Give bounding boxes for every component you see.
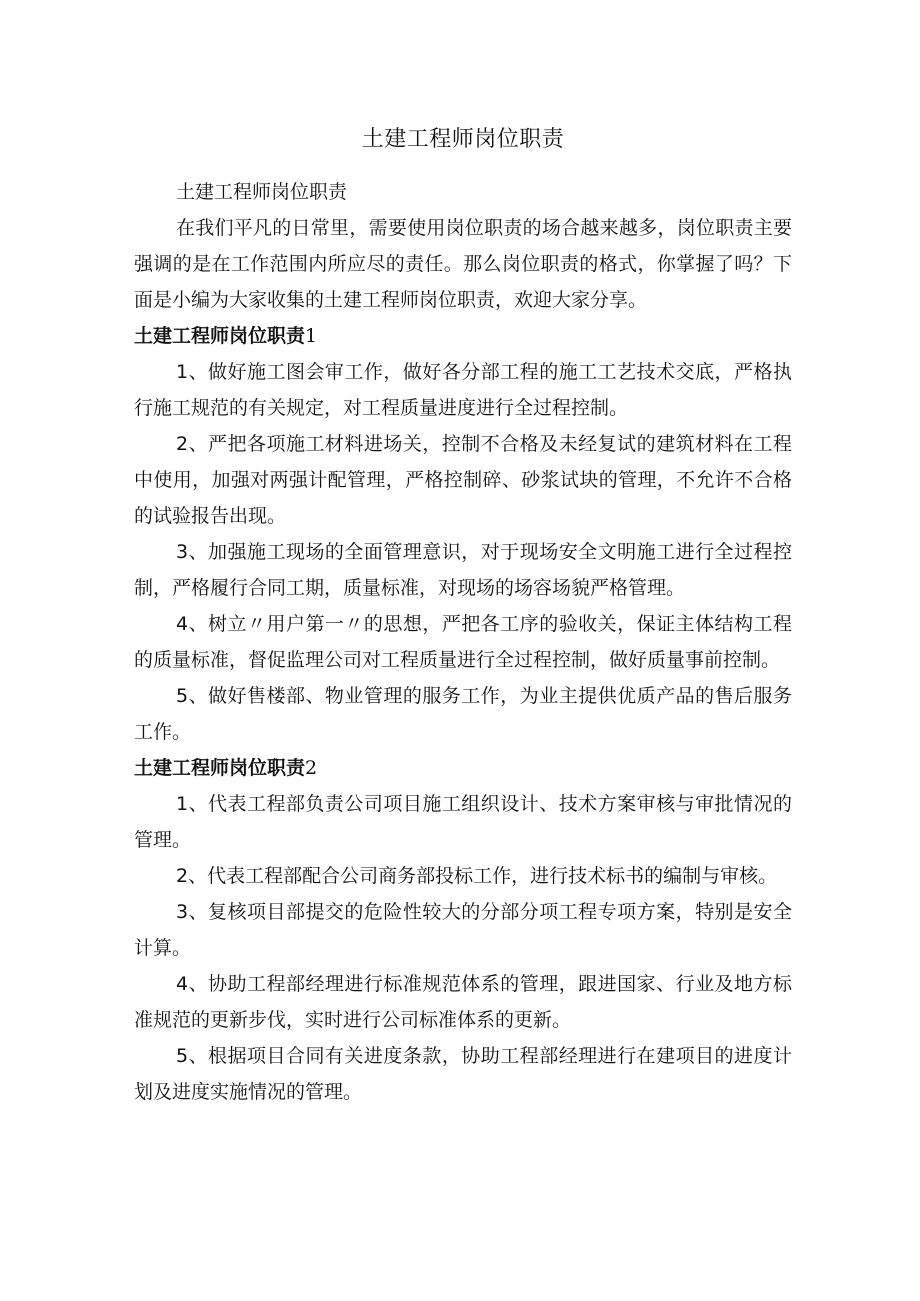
- document-subtitle: 土建工程师岗位职责: [176, 181, 348, 203]
- list-item: 2、代表工程部配合公司商务部投标工作，进行技术标书的编制与审核。: [176, 865, 778, 887]
- section-heading: [134, 750, 792, 786]
- section-heading-number: 2: [305, 757, 318, 779]
- list-item: 1、代表工程部负责公司项目施工组织设计、技术方案审核与审批情况的管理。: [134, 793, 792, 851]
- list-item: 2、严把各项施工材料进场关，控制不合格及未经复试的建筑材料在工程中使用，加强对两强计配管理，严格控制碎、砂浆试块的管理，不允许不合格的试验报告出现。: [134, 433, 792, 527]
- section-heading: [134, 318, 792, 354]
- section-1: [134, 318, 792, 750]
- section-heading-text: 土建工程师岗位职责: [134, 325, 306, 347]
- intro-paragraph: 在我们平凡的日常里，需要使用岗位职责的场合越来越多，岗位职责主要强调的是在工作范围内所应尽的责任。那么岗位职责的格式，你掌握了吗？下面是小编为大家收集的土建工程师岗位职责，欢迎大家分享。: [134, 217, 792, 311]
- document-title: 土建工程师岗位职责: [361, 127, 565, 152]
- list-item: 4、协助工程部经理进行标准规范体系的管理，跟进国家、行业及地方标准规范的更新步伐，实时进行公司标准体系的更新。: [134, 973, 792, 1031]
- section-2: [134, 750, 792, 1110]
- section-heading-number: 1: [305, 325, 318, 347]
- list-item: 4、树立〃用户第一〃的思想，严把各工序的验收关，保证主体结构工程的质量标准，督促监理公司对工程质量进行全过程控制，做好质量事前控制。: [134, 613, 792, 671]
- section-heading-text: 土建工程师岗位职责: [134, 757, 306, 779]
- list-item: 5、根据项目合同有关进度条款，协助工程部经理进行在建项目的进度计划及进度实施情况的管理。: [134, 1045, 792, 1103]
- list-item: 3、复核项目部提交的危险性较大的分部分项工程专项方案，特别是安全计算。: [134, 901, 792, 959]
- list-item: 3、加强施工现场的全面管理意识，对于现场安全文明施工进行全过程控制，严格履行合同工期，质量标准，对现场的场容场貌严格管理。: [134, 541, 792, 599]
- list-item: 1、做好施工图会审工作，做好各分部工程的施工工艺技术交底，严格执行施工规范的有关规定，对工程质量进度进行全过程控制。: [134, 361, 792, 419]
- list-item: 5、做好售楼部、物业管理的服务工作，为业主提供优质产品的售后服务工作。: [134, 685, 792, 743]
